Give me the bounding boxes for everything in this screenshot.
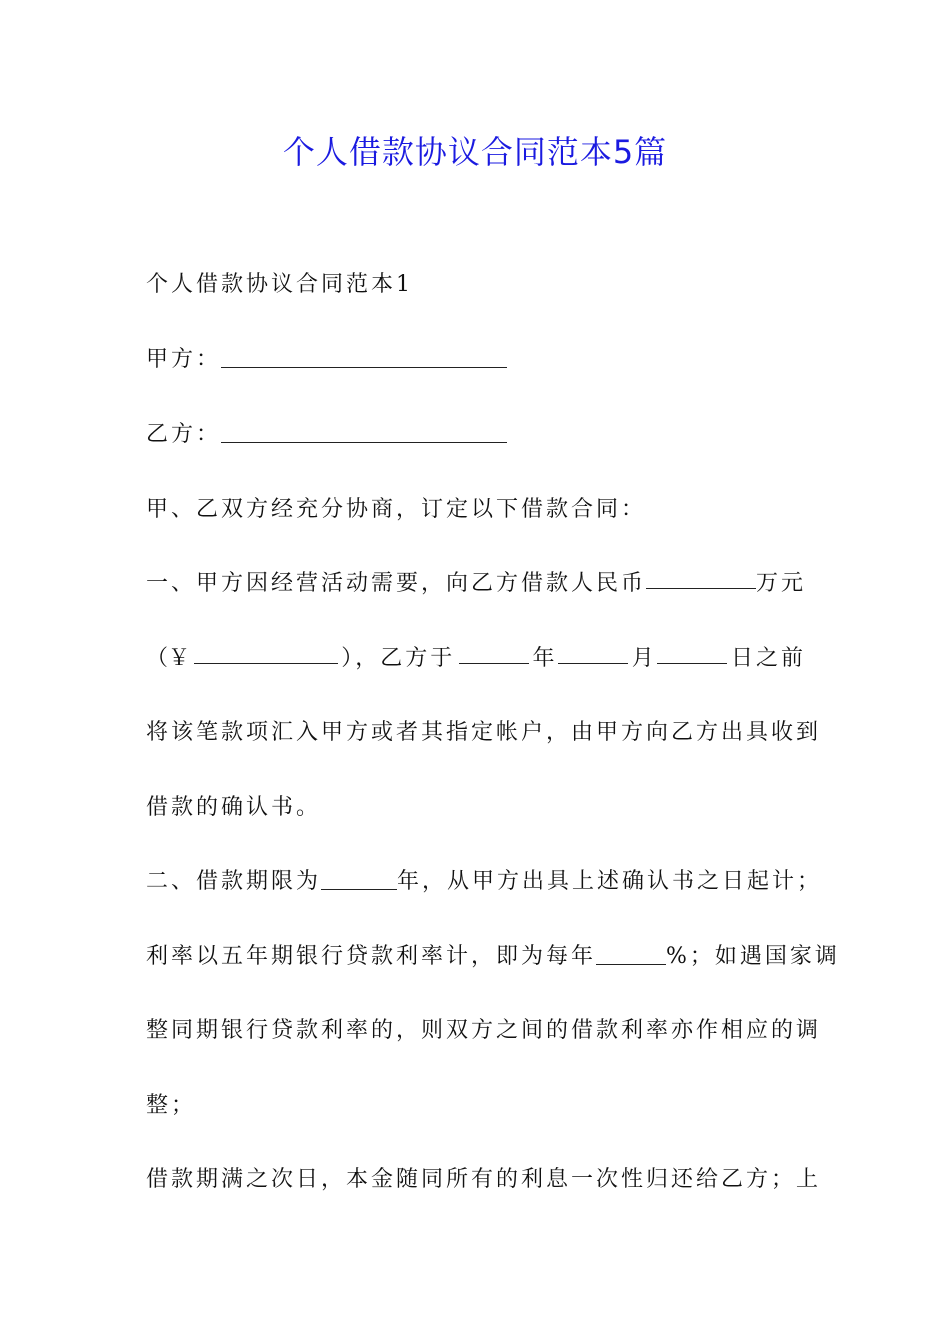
section-heading: 个人借款协议合同范本1: [146, 272, 413, 297]
party-a-blank: [221, 343, 507, 368]
clause1-line3: 将该笔款项汇入甲方或者其指定帐户，由甲方向乙方出具收到: [146, 720, 822, 745]
clause1-line4: 借款的确认书。: [146, 795, 322, 820]
rate-tail: %；如遇国家调: [666, 944, 840, 969]
party-b-blank: [221, 418, 507, 443]
intro-paragraph: 甲、乙双方经充分协商，订定以下借款合同：: [146, 497, 647, 522]
day-label: 日之前: [730, 646, 806, 671]
amount-unit: 万元: [755, 571, 806, 596]
party-a-line: [146, 340, 806, 380]
rate-blank: [596, 940, 666, 965]
rate-label: 利率以五年期银行贷款利率计，即为每年: [146, 944, 597, 969]
year-blank: [459, 639, 529, 664]
currency-close: ），乙方于: [341, 646, 456, 671]
clause2-line1: [146, 862, 823, 902]
currency-open: （￥: [146, 646, 191, 671]
clause1-line1: [146, 564, 806, 604]
party-b-label: 乙方：: [146, 422, 222, 447]
clause1-text: 一、甲方因经营活动需要，向乙方借款人民币: [146, 571, 647, 596]
document-title: 个人借款协议合同范本5篇: [282, 133, 668, 171]
clause2-line2: [146, 937, 840, 977]
term-blank: [321, 865, 397, 890]
month-label: 月: [631, 646, 654, 671]
clause1-line2: [146, 639, 806, 679]
amount-blank: [646, 564, 756, 589]
clause2-line4: 整；: [146, 1093, 197, 1118]
term-tail: 年，从甲方出具上述确认书之日起计；: [397, 869, 823, 894]
clause2-line3: 整同期银行贷款利率的，则双方之间的借款利率亦作相应的调: [146, 1018, 822, 1043]
currency-blank: [194, 639, 338, 664]
year-label: 年: [532, 646, 555, 671]
party-a-label: 甲方：: [146, 347, 222, 372]
party-b-line: [146, 415, 806, 455]
month-blank: [558, 639, 628, 664]
clause2-line5: 借款期满之次日，本金随同所有的利息一次性归还给乙方；上: [146, 1167, 822, 1192]
term-label: 二、借款期限为: [146, 869, 322, 894]
day-blank: [657, 639, 727, 664]
